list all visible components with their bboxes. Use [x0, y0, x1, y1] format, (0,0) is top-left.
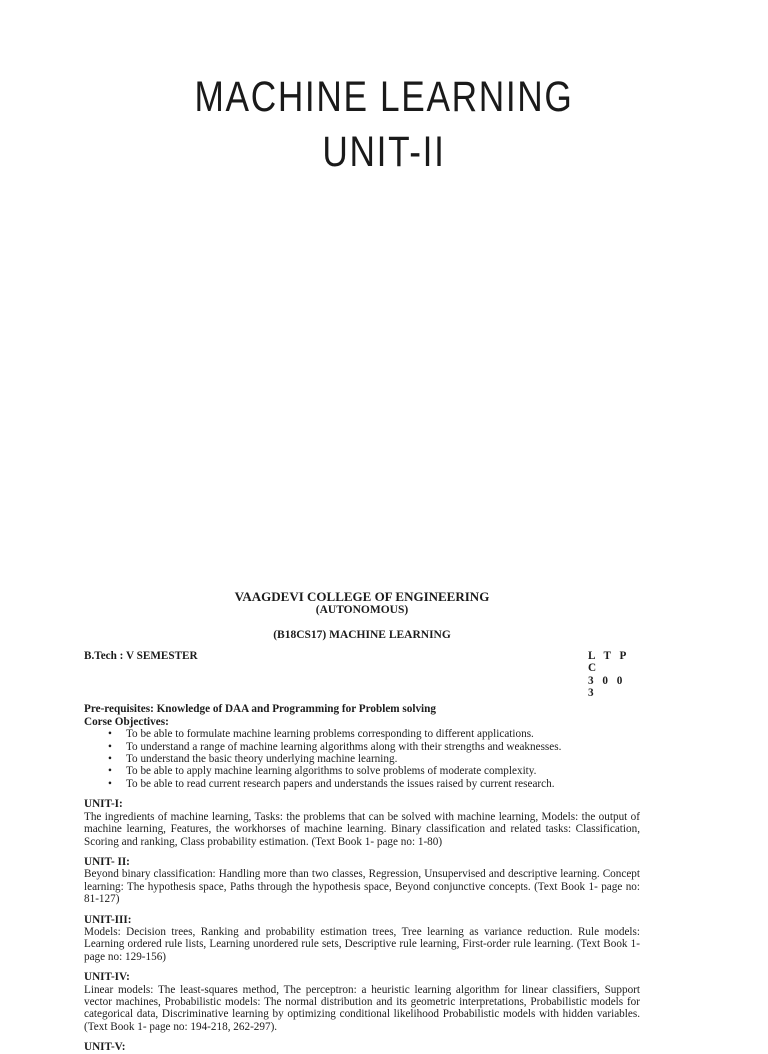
ltpc-header: L T P C: [588, 649, 629, 675]
list-item: • To be able to apply machine learning algorithms to solve problems of moderate complexity.: [108, 765, 537, 778]
list-item: • To be able to read current research papers and understands the issues raised by current research.: [108, 777, 555, 790]
semester-label: B.Tech : V SEMESTER: [84, 649, 198, 662]
college-name: VAAGDEVI COLLEGE OF ENGINEERING: [234, 589, 490, 604]
bullet-icon: •: [108, 765, 112, 778]
syllabus-scan: [84, 590, 640, 1054]
unit-heading: UNIT-III:: [84, 913, 132, 926]
unit-text: Beyond binary classification: Handling more than two classes, Regression, Unsupervised and descriptive learning. Concept learning: The hypothesis space, Paths through the hypothesis space, Beyond conjunctive concepts. (Text Book 1- page no: 81-127): [84, 868, 640, 906]
unit-heading: UNIT-V:: [84, 1041, 126, 1054]
bullet-icon: •: [108, 740, 112, 753]
course-title: (B18CS17) MACHINE LEARNING: [273, 629, 451, 642]
objectives-list: [84, 728, 640, 790]
unit-1: [84, 798, 640, 848]
unit-text: Models: Decision trees, Ranking and probability estimation trees, Tree learning as variance reduction. Rule models: Learning ordered rule lists, Learning unordered rule sets, Descriptive rule learning, First-order rule learning. (Text Book 1- page no: 129-156): [84, 925, 640, 963]
list-item: • To understand a range of machine learning algorithms along with their strengths and weaknesses.: [108, 740, 562, 753]
unit-heading: UNIT-I:: [84, 798, 123, 811]
unit-heading: UNIT-IV:: [84, 971, 130, 984]
unit-2: [84, 856, 640, 906]
document-title: [0, 70, 768, 180]
autonomous-label: (AUTONOMOUS): [315, 604, 409, 616]
unit-text: Linear models: The least-squares method, The perceptron: a heuristic learning algorithm for linear classifiers, Support vector machines, Probabilistic models: The normal distribution and its geometric interpretations, Probabilistic models for categorical data, Discriminative learning by optimizing conditional likelihood Probabilistic models with hidden variables. (Text Book 1- page no: 194-218, 262-297).: [84, 983, 640, 1033]
list-item: • To understand the basic theory underlying machine learning.: [108, 753, 398, 766]
bullet-icon: •: [108, 777, 112, 790]
semester-row: [84, 650, 640, 675]
title-line-1: MACHINE LEARNING: [194, 73, 574, 121]
unit-5: [84, 1041, 640, 1053]
list-item: • To be able to formulate machine learning problems corresponding to different applications.: [108, 728, 534, 741]
objectives-heading: Corse Objectives:: [84, 715, 169, 728]
ltpc-values-row: [84, 675, 640, 700]
bullet-icon: •: [108, 728, 112, 741]
unit-heading: UNIT- II:: [84, 855, 130, 868]
unit-text: The ingredients of machine learning, Tasks: the problems that can be solved with machine learning, Models: the output of machine learning, Features, the workhorses of machine learning. Binary classification and related tasks: Classification, Scoring and ranking, Class probability estimation. (Text Book 1- page no: 1-80): [84, 810, 640, 848]
ltpc-values: 3 0 0 3: [588, 674, 626, 700]
unit-3: [84, 914, 640, 964]
prerequisites: Pre-requisites: Knowledge of DAA and Programming for Problem solving: [84, 703, 436, 716]
title-line-2: UNIT-II: [322, 128, 446, 176]
bullet-icon: •: [108, 753, 112, 766]
